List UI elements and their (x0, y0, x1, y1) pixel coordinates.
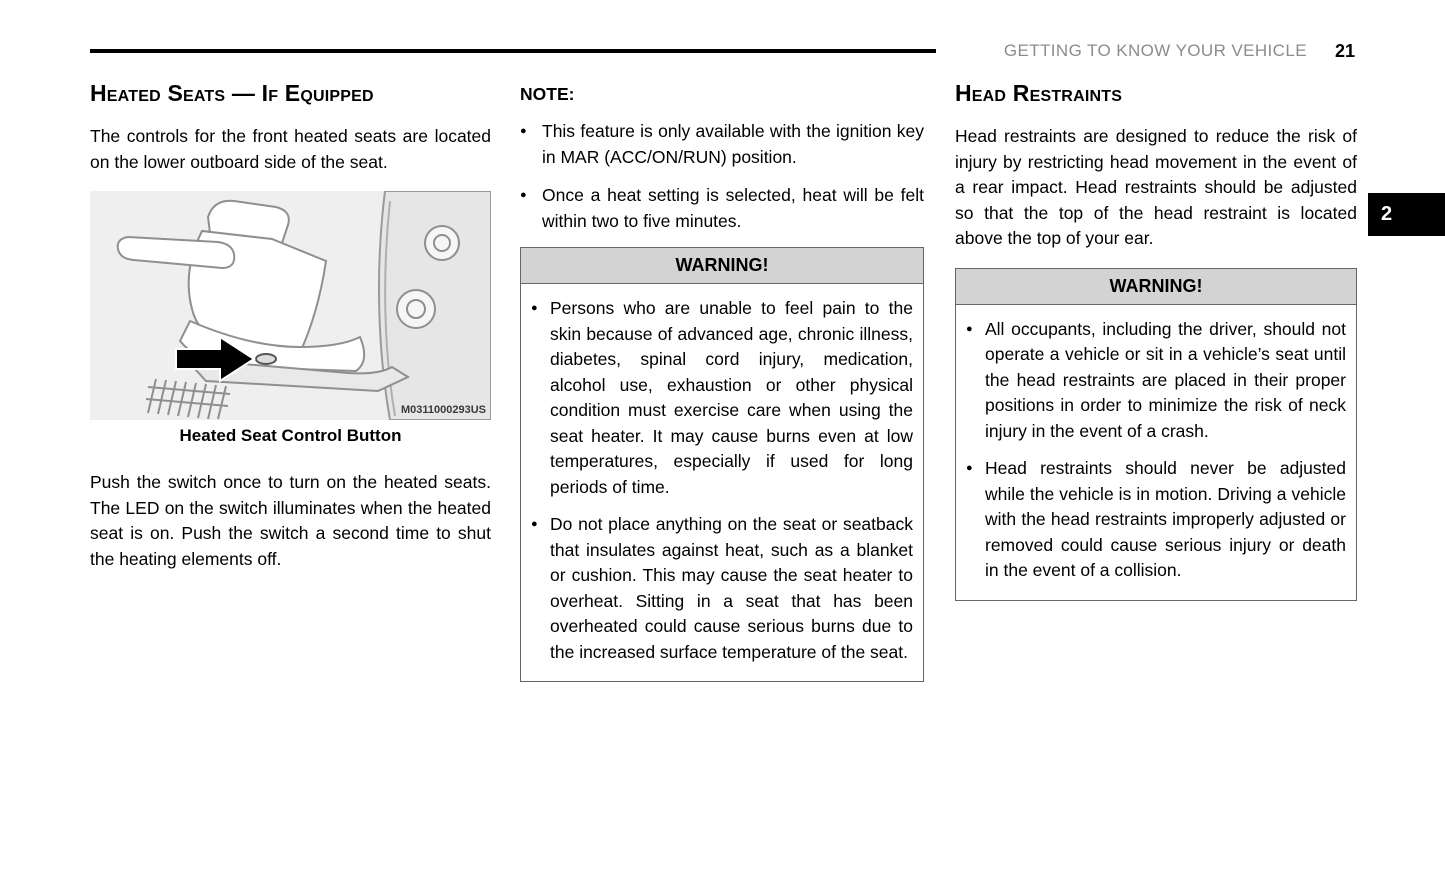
column-note-warning (520, 80, 924, 682)
warning-body (956, 305, 1356, 600)
heated-seat-button (256, 354, 276, 364)
bullet-icon: ● (520, 189, 527, 201)
note-heading: NOTE: (520, 84, 575, 104)
warning-bullet-text: All occupants, including the driver, should not operate a vehicle or sit in a vehicle’s seat until the head restraints are placed in their proper positions in order to minimize the risk of neck injury in the event of a crash. (985, 318, 1346, 441)
window-crank (397, 290, 435, 328)
header-rule (90, 49, 936, 53)
bullet-icon: ● (520, 125, 527, 137)
image-caption: Heated Seat Control Button (179, 426, 402, 445)
warning-bullet-text: Persons who are unable to feel pain to the skin because of advanced age, chronic illness, diabetes, spinal cord injury, medication, alcohol use, exhaustion or other physical condition must exercise care when using the seat heater. It may cause burns even at low temperatures, especially if used for long periods of time. (550, 298, 913, 497)
warning-box-head-restraints (955, 268, 1357, 601)
note-bullet-text: This feature is only available with the ignition key in MAR (ACC/ON/RUN) position. (542, 121, 924, 167)
heated-seats-usage: Push the switch once to turn on the heated seats. The LED on the switch illuminates when the heated seat is on. Push the switch a second time to shut the heating elements off. (90, 472, 491, 569)
bullet-icon: ● (531, 518, 538, 530)
header-section-title: GETTING TO KNOW YOUR VEHICLE (1003, 41, 1307, 60)
page-header (90, 38, 1355, 64)
warning-box-heated-seats (520, 247, 924, 682)
column-head-restraints (955, 80, 1357, 601)
warning-bullet (531, 296, 913, 500)
bullet-icon: ● (531, 302, 538, 314)
door-handle (425, 226, 459, 260)
heated-seats-intro: The controls for the front heated seats are located on the lower outboard side of the seat. (90, 126, 491, 172)
warning-title: WARNING! (956, 269, 1356, 305)
warning-title: WARNING! (521, 248, 923, 284)
chapter-tab (1368, 193, 1445, 236)
note-bullet (520, 119, 924, 170)
chapter-tab-number: 2 (1381, 203, 1393, 225)
warning-bullet (531, 512, 913, 665)
page-number: 21 (1334, 40, 1355, 61)
warning-bullet-text: Head restraints should never be adjusted while the vehicle is in motion. Driving a vehicle with the head restraints improperly adjusted or removed could cause serious injury or death in the event of a collision. (985, 458, 1346, 580)
warning-bullet (966, 317, 1346, 445)
heated-seats-heading: Heated Seats — If Equipped (90, 80, 374, 106)
note-bullet-text: Once a heat setting is selected, heat will be felt within two to five minutes. (542, 185, 924, 231)
seat-illustration (90, 191, 491, 420)
bullet-icon: ● (966, 462, 973, 474)
head-restraints-intro: Head restraints are designed to reduce the risk of injury by restricting head movement in the event of a rear impact. Head restraints should be adjusted so that the top of the head restraint is located above the top of your ear. (955, 126, 1357, 248)
head-restraints-heading: Head Restraints (955, 80, 1123, 106)
warning-body (521, 284, 923, 681)
bullet-icon: ● (966, 322, 973, 335)
note-bullet (520, 183, 924, 234)
column-heated-seats (90, 80, 491, 588)
warning-bullet-text: Do not place anything on the seat or seatback that insulates against heat, such as a blanket or cushion. This may cause the seat heater to overheat. Sitting in a seat that has been overheated could cause serious burns due to the increased surface temperature of the seat. (550, 514, 913, 662)
warning-bullet (966, 456, 1346, 584)
image-code: M0311000293US (400, 404, 486, 416)
